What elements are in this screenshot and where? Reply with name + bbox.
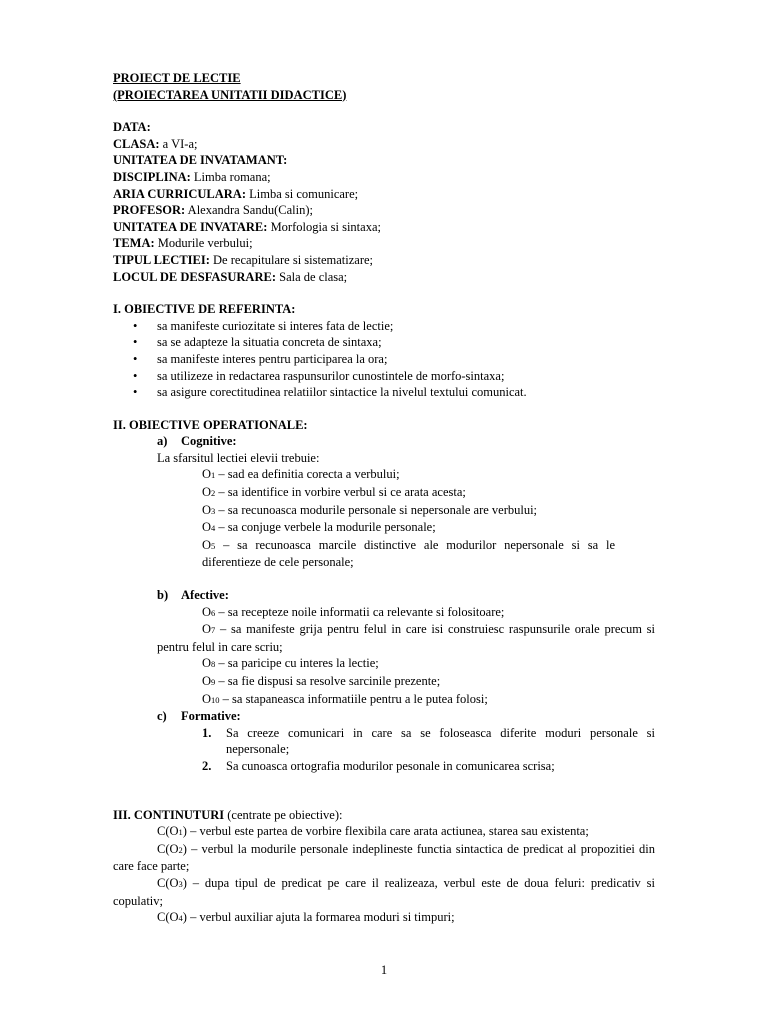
info-locul: LOCUL DE DESFASURARE: Sala de clasa; xyxy=(113,269,348,284)
cognitive-heading: a) Cognitive: xyxy=(157,434,237,449)
list-item: O3 – sa recunoasca modurile personale si nepersonale are verbului; xyxy=(202,502,538,517)
list-item: • sa manifeste interes pentru participarea la ora; xyxy=(133,351,388,366)
list-item: 1. Sa creeze comunicari in care sa se foloseasca diferite moduri personale si nepersonale; xyxy=(202,725,655,757)
operationale-heading: II. OBIECTIVE OPERATIONALE: xyxy=(113,417,308,432)
formative-heading: c) Formative: xyxy=(157,709,241,724)
info-aria: ARIA CURRICULARA: Limba si comunicare; xyxy=(113,186,359,201)
document-body xyxy=(113,70,655,927)
info-tipul: TIPUL LECTIEI: De recapitulare si sistematizare; xyxy=(113,252,374,267)
referinta-list xyxy=(113,318,655,401)
list-item: • sa utilizeze in redactarea raspunsurilor cunostintele de morfo-sintaxa; xyxy=(133,368,505,383)
section-referinta xyxy=(113,301,655,401)
list-item: C(O1) – verbul este partea de vorbire flexibila care arata actiunea, starea sau existenta; xyxy=(157,824,589,839)
list-item: C(O2) – verbul la modurile personale indeplineste functia sintactica de predicat al propozitiei din care face parte; xyxy=(113,841,655,874)
section-operationale xyxy=(113,417,655,775)
list-item: 2. Sa cunoasca ortografia modurilor pesonale in comunicarea scrisa; xyxy=(202,758,555,773)
info-data: DATA: xyxy=(113,120,151,135)
page-number: 1 xyxy=(380,963,388,977)
list-item: O4 – sa conjuge verbele la modurile personale; xyxy=(202,520,436,535)
afective-list xyxy=(113,604,655,709)
cognitive-list xyxy=(113,466,655,571)
list-item: O9 – sa fie dispusi sa resolve sarcinile prezente; xyxy=(202,674,441,688)
list-item: O5 – sa recunoasca marcile distinctive ale modurilor nepersonale si sa le diferentieze de cele personale; xyxy=(202,537,615,570)
bullet-icon: • xyxy=(133,351,138,366)
list-item: O6 – sa recepteze noile informatii ca relevante si folositoare; xyxy=(202,604,505,619)
info-profesor: PROFESOR: Alexandra Sandu(Calin); xyxy=(113,203,313,218)
info-disciplina: DISCIPLINA: Limba romana; xyxy=(113,169,271,184)
info-unitatea-invatare: UNITATEA DE INVATARE: Morfologia si sintaxa; xyxy=(113,219,381,234)
list-item: O8 – sa paricipe cu interes la lectie; xyxy=(202,656,379,671)
list-item: O7 – sa manifeste grija pentru felul in care isi construiesc raspunsurile orale precum si pentru felul in care scriu; xyxy=(157,622,655,654)
bullet-icon: • xyxy=(133,335,138,350)
continuturi-heading: III. CONTINUTURI (centrate pe obiective): xyxy=(113,807,343,822)
document-title xyxy=(113,70,655,103)
info-tema: TEMA: Modurile verbului; xyxy=(113,236,253,251)
title-line-1: PROIECT DE LECTIE xyxy=(113,71,241,85)
title-line-2: (PROIECTAREA UNITATII DIDACTICE) xyxy=(113,87,347,102)
list-item: • sa manifeste curiozitate si interes fata de lectie; xyxy=(133,318,394,333)
list-item: C(O3) – dupa tipul de predicat pe care il realizeaza, verbul este de doua feluri: predicativ si copulativ; xyxy=(113,875,655,908)
formative-list xyxy=(113,725,655,775)
bullet-icon: • xyxy=(133,318,138,333)
list-item: • sa se adapteze la situatia concreta de sintaxa; xyxy=(133,335,382,350)
section-continuturi xyxy=(113,807,655,927)
list-item: O1 – sad ea definitia corecta a verbului; xyxy=(202,467,400,482)
info-unitatea-invatamant: UNITATEA DE INVATAMANT: xyxy=(113,153,288,168)
info-clasa: CLASA: a VI-a; xyxy=(113,136,198,151)
afective-heading: b) Afective: xyxy=(157,588,229,603)
referinta-heading: I. OBIECTIVE DE REFERINTA: xyxy=(113,302,296,317)
list-item: • sa asigure corectitudinea relatiilor sintactice la nivelul textului comunicat. xyxy=(133,385,527,400)
bullet-icon: • xyxy=(133,368,138,383)
bullet-icon: • xyxy=(133,385,138,400)
list-item: O2 – sa identifice in vorbire verbul si ce arata acesta; xyxy=(202,485,466,500)
list-item: O10 – sa stapaneasca informatiile pentru a le putea folosi; xyxy=(202,691,488,706)
cognitive-intro: La sfarsitul lectiei elevii trebuie: xyxy=(157,450,320,465)
lesson-info xyxy=(113,119,655,285)
list-item: C(O4) – verbul auxiliar ajuta la formarea moduri si timpuri; xyxy=(157,910,455,925)
